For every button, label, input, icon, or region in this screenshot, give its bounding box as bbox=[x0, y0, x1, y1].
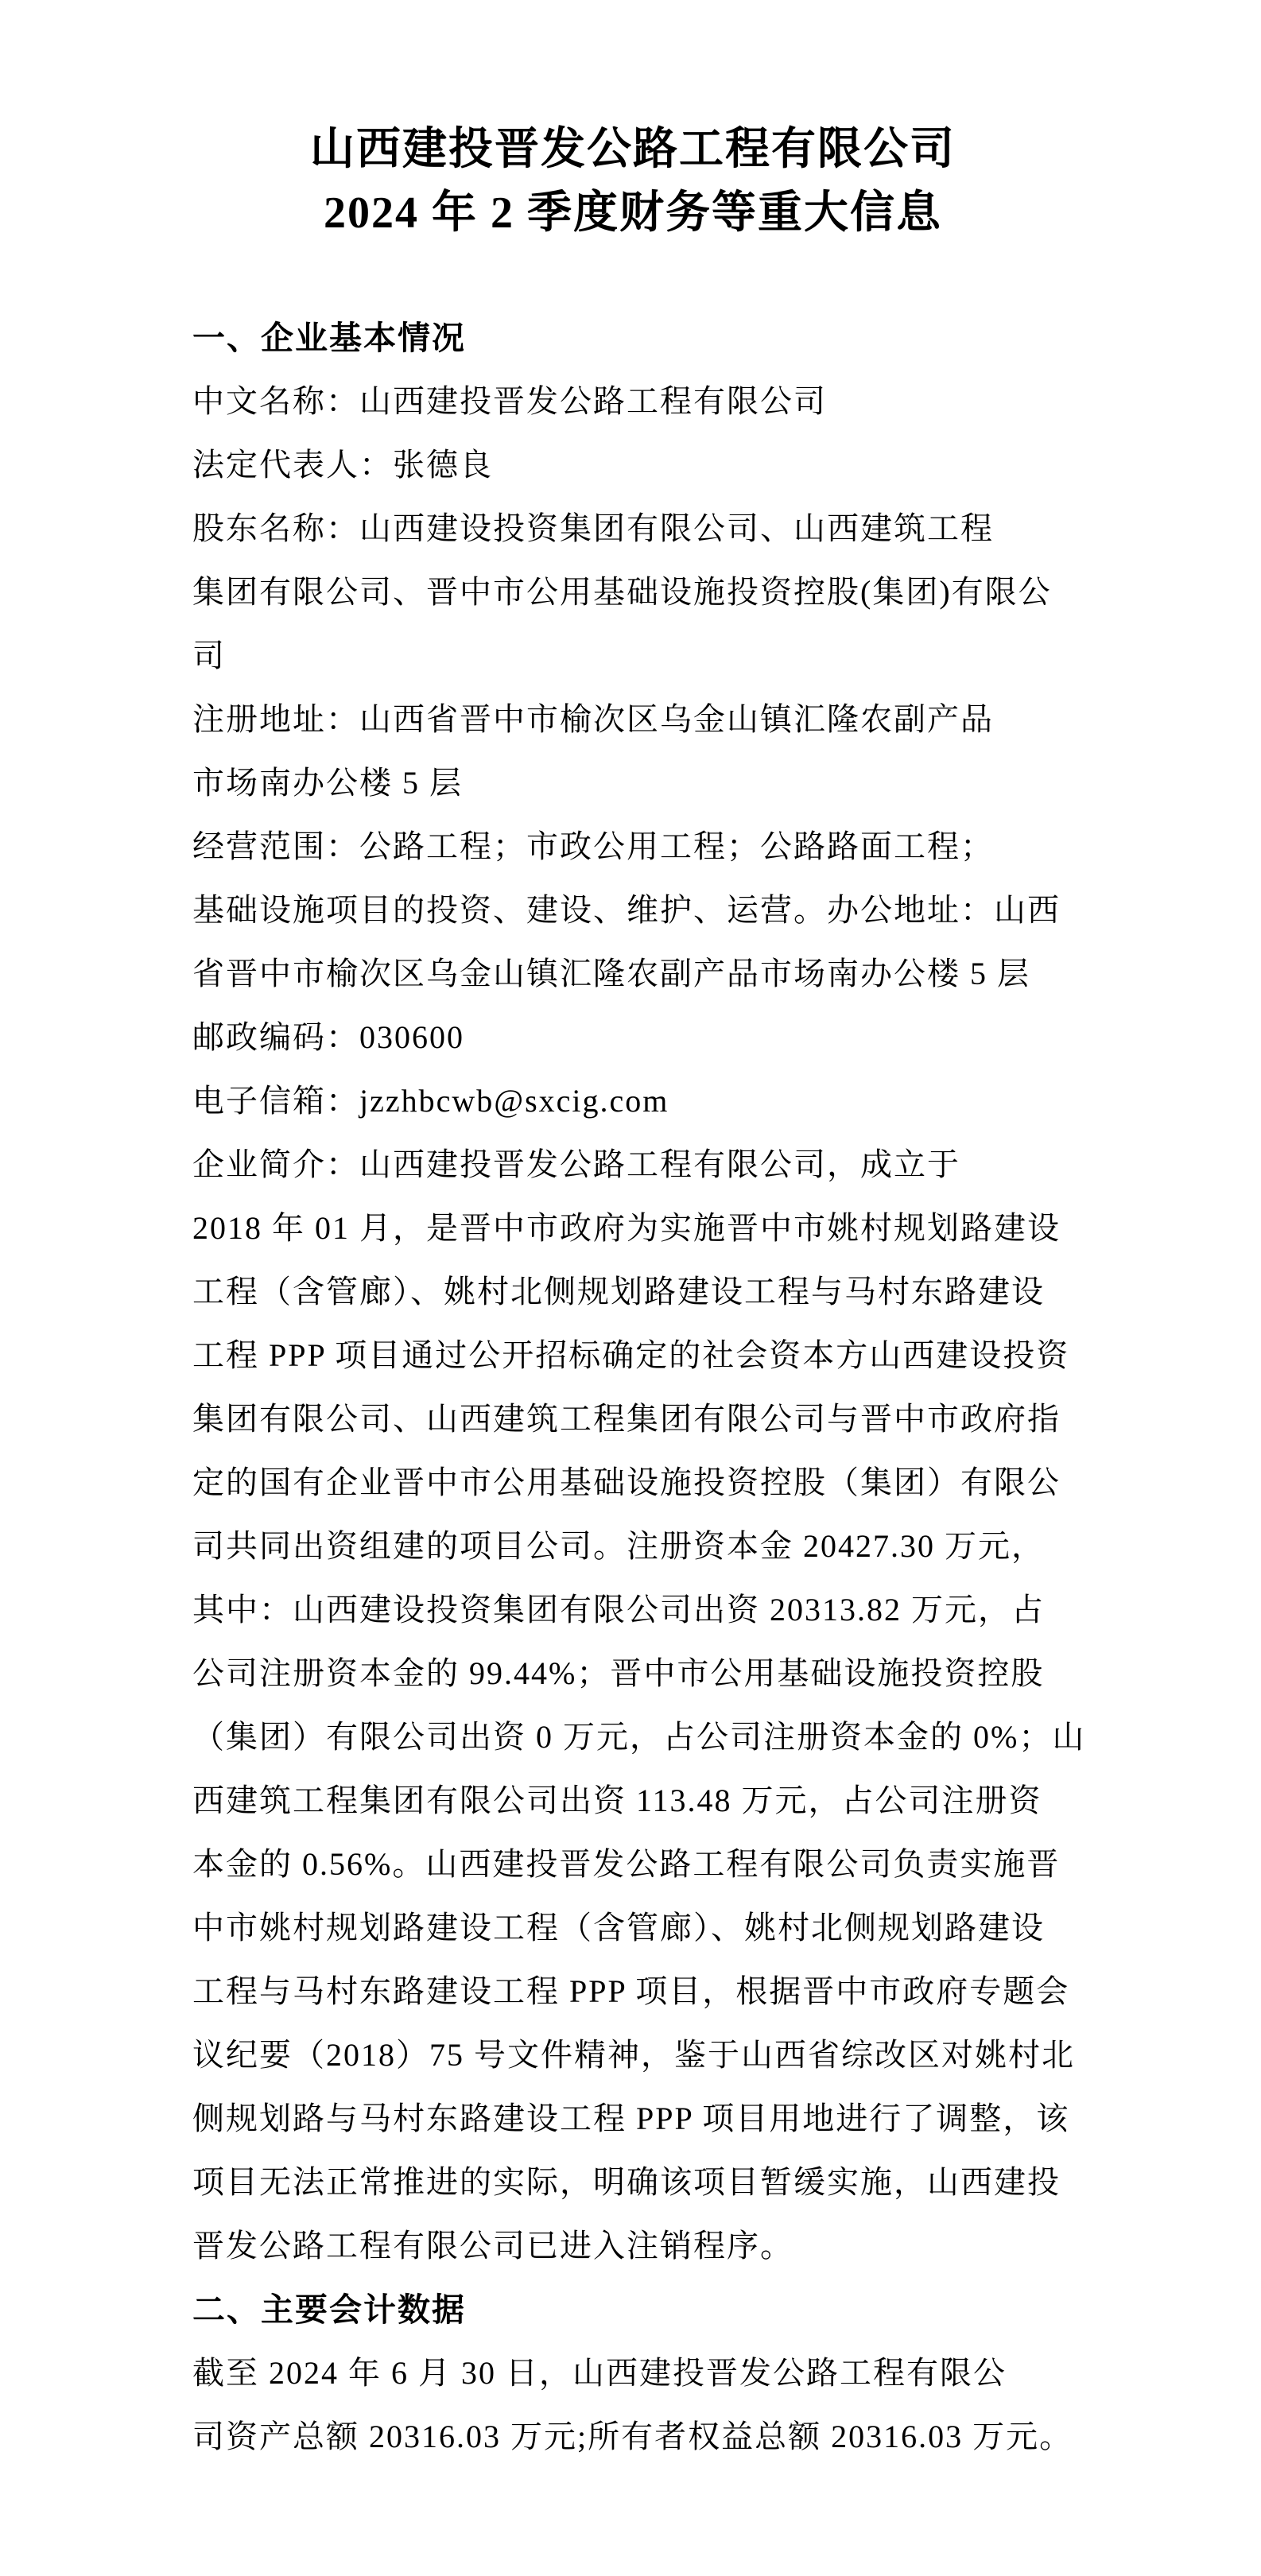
company-profile-line-15: 议纪要（2018）75 号文件精神，鉴于山西省综改区对姚村北 bbox=[192, 2037, 1075, 2073]
field-business-scope-line-2: 基础设施项目的投资、建设、维护、运营。办公地址：山西 bbox=[192, 892, 1061, 928]
section-heading-company-basic-info: 一、企业基本情况 bbox=[192, 320, 466, 356]
field-registered-address-line-2: 市场南办公楼 5 层 bbox=[192, 765, 463, 801]
company-profile-line-18: 晋发公路工程有限公司已进入注销程序。 bbox=[192, 2228, 793, 2264]
accounting-data-line-1: 截至 2024 年 6 月 30 日，山西建投晋发公路工程有限公 bbox=[192, 2355, 1007, 2391]
field-postal-code: 邮政编码：030600 bbox=[192, 1019, 464, 1055]
section-heading-main-accounting-data: 二、主要会计数据 bbox=[192, 2291, 466, 2328]
company-profile-line-3: 工程（含管廊）、姚村北侧规划路建设工程与马村东路建设 bbox=[192, 1274, 1045, 1309]
company-profile-line-14: 工程与马村东路建设工程 PPP 项目，根据晋中市政府专题会 bbox=[192, 1973, 1070, 2009]
field-chinese-name: 中文名称：山西建投晋发公路工程有限公司 bbox=[192, 383, 827, 419]
company-profile-line-10: （集团）有限公司出资 0 万元，占公司注册资本金的 0%；山 bbox=[192, 1719, 1086, 1755]
field-shareholders-line-2: 集团有限公司、晋中市公用基础设施投资控股(集团)有限公 bbox=[192, 574, 1052, 610]
company-profile-line-11: 西建筑工程集团有限公司出资 113.48 万元，占公司注册资 bbox=[192, 1783, 1042, 1818]
company-profile-line-7: 司共同出资组建的项目公司。注册资本金 20427.30 万元， bbox=[192, 1528, 1045, 1564]
company-profile-line-17: 项目无法正常推进的实际，明确该项目暂缓实施，山西建投 bbox=[192, 2164, 1061, 2200]
field-legal-representative: 法定代表人：张德良 bbox=[192, 447, 493, 483]
field-registered-address-line-1: 注册地址：山西省晋中市榆次区乌金山镇汇隆农副产品 bbox=[192, 701, 994, 737]
field-shareholders-line-3: 司 bbox=[192, 638, 226, 673]
field-business-scope-line-3: 省晋中市榆次区乌金山镇汇隆农副产品市场南办公楼 5 层 bbox=[192, 956, 1030, 991]
company-profile-line-2: 2018 年 01 月，是晋中市政府为实施晋中市姚村规划路建设 bbox=[192, 1210, 1061, 1246]
company-profile-line-9: 公司注册资本金的 99.44%；晋中市公用基础设施投资控股 bbox=[192, 1655, 1045, 1691]
company-profile-line-1: 企业简介：山西建投晋发公路工程有限公司，成立于 bbox=[192, 1146, 960, 1182]
company-profile-line-5: 集团有限公司、山西建筑工程集团有限公司与晋中市政府指 bbox=[192, 1401, 1061, 1437]
document-content bbox=[192, 0, 1086, 2469]
company-profile-line-16: 侧规划路与马村东路建设工程 PPP 项目用地进行了调整，该 bbox=[192, 2101, 1070, 2136]
document-title-line-2: 2024 年 2 季度财务等重大信息 bbox=[324, 188, 942, 238]
company-profile-line-8: 其中：山西建设投资集团有限公司出资 20313.82 万元，占 bbox=[192, 1592, 1045, 1627]
document-title-line-1: 山西建投晋发公路工程有限公司 bbox=[310, 125, 956, 174]
company-profile-line-12: 本金的 0.56%。山西建投晋发公路工程有限公司负责实施晋 bbox=[192, 1846, 1061, 1882]
field-shareholders-line-1: 股东名称：山西建设投资集团有限公司、山西建筑工程 bbox=[192, 510, 994, 546]
field-email: 电子信箱：jzzhbcwb@sxcig.com bbox=[192, 1083, 669, 1119]
company-profile-line-4: 工程 PPP 项目通过公开招标确定的社会资本方山西建设投资 bbox=[192, 1337, 1070, 1373]
company-profile-line-13: 中市姚村规划路建设工程（含管廊）、姚村北侧规划路建设 bbox=[192, 1910, 1045, 1946]
accounting-data-line-2: 司资产总额 20316.03 万元;所有者权益总额 20316.03 万元。 bbox=[192, 2419, 1073, 2454]
field-business-scope-line-1: 经营范围：公路工程；市政公用工程；公路路面工程； bbox=[192, 828, 994, 864]
company-profile-line-6: 定的国有企业晋中市公用基础设施投资控股（集团）有限公 bbox=[192, 1465, 1061, 1500]
